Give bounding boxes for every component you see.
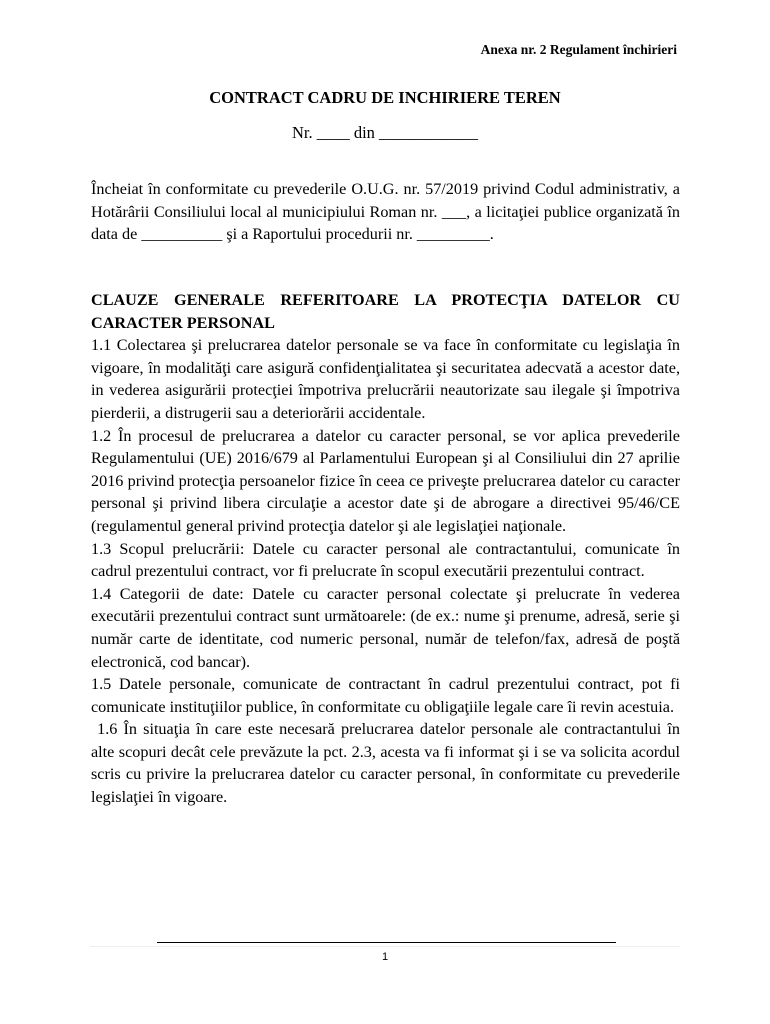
- clauses-section: [91, 289, 685, 809]
- footer-divider: [157, 942, 616, 943]
- annex-header: Anexa nr. 2 Regulament închirieri: [480, 42, 677, 57]
- contract-number-line: Nr. ____ din ____________: [291, 123, 479, 142]
- section-heading: CLAUZE GENERALE REFERITOARE LA PROTECŢIA DATELOR CU CARACTER PERSONAL: [91, 291, 680, 332]
- intro-paragraph: [91, 178, 680, 246]
- document-title: CONTRACT CADRU DE INCHIRIERE TEREN: [209, 88, 561, 107]
- clause-1-4: 1.4 Categorii de date: Datele cu caracter personal colectate şi prelucrate în vederea executării prezentului contract sunt următoarele: (de ex.: nume şi prenume, adresă, serie şi număr carte de identitate, cod numeric personal, număr de telefon/fax, adresă de poştă electronică, cod bancar).: [91, 584, 680, 671]
- footer-light-rule: [90, 946, 680, 947]
- clause-1-1: 1.1 Colectarea şi prelucrarea datelor personale se va face în conformitate cu legislaţia în vigoare, în modalităţi care asigură confidenţialitatea şi securitatea adecvată a acestor date, in vederea asigurării protecţiei împotriva prelucrării neautorizate sau ilegale şi împotriva pierderii, a distrugerii sau a deteriorării accidentale.: [91, 336, 680, 422]
- intro-text: Încheiat în conformitate cu prevederile O.U.G. nr. 57/2019 privind Codul administrativ, a Hotărârii Consiliului local al municipiului Roman nr. ___, a licitaţiei publice organizată în data de __________ şi a Raportului procedurii nr. _________.: [91, 180, 680, 244]
- clause-1-2: 1.2 În procesul de prelucrarea a datelor cu caracter personal, se vor aplica prevederile Regulamentului (UE) 2016/679 al Parlamentului European şi al Consiliului din 27 aprilie 2016 privind protecţia persoanelor fizice în ceea ce priveşte prelucrarea datelor cu caracter personal şi privind libera circulaţie a acestor date şi de abrogare a directivei 95/46/CE (regulamentul general privind protecţia datelor şi ale legislaţiei naţionale.: [91, 426, 680, 535]
- clause-1-5: 1.5 Datele personale, comunicate de contractant în cadrul prezentului contract, pot fi comunicate instituţiilor publice, în conformitate cu obligaţiile legale care îi revin acestuia.: [91, 675, 680, 716]
- clause-1-3: 1.3 Scopul prelucrării: Datele cu caracter personal ale contractantului, comunicate în cadrul prezentului contract, vor fi prelucrate în scopul executării prezentului contract.: [91, 539, 680, 581]
- clause-1-6: 1.6 În situaţia în care este necesară prelucrarea datelor personale ale contractantului în alte scopuri decât cele prevăzute la pct. 2.3, acesta va fi informat şi i se va solicita acordul scris cu privire la prelucrarea datelor cu caracter personal, în conformitate cu prevederile legislaţiei în vigoare.: [91, 720, 685, 807]
- page-number: 1: [381, 951, 389, 963]
